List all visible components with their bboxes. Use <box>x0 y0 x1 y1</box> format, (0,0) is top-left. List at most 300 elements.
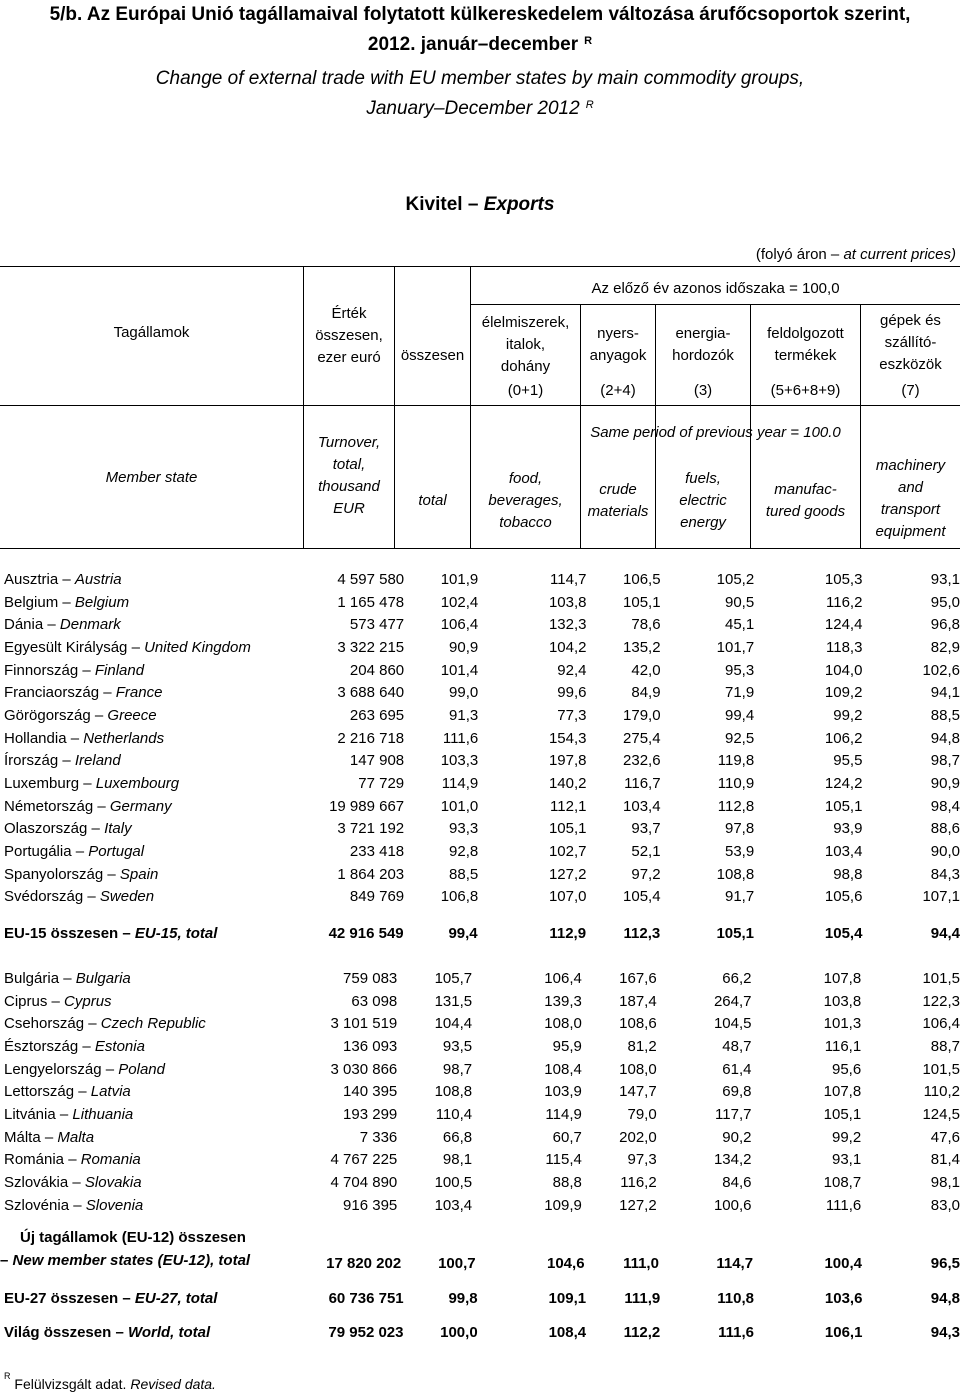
table-row <box>0 967 960 990</box>
country-name-hu: Spanyolország <box>4 865 104 883</box>
cell-value: 111,0 <box>623 1254 659 1272</box>
cell-value: 275,4 <box>623 729 661 747</box>
header-value-en-l3: thousand <box>318 478 380 495</box>
cell-value: 17 820 202 <box>326 1254 402 1272</box>
country-name-hu: Franciaország <box>4 684 100 702</box>
table-row <box>0 1058 960 1081</box>
name-separator: – <box>64 1151 81 1169</box>
cell-value: 100,4 <box>824 1254 862 1272</box>
cell-value: 104,2 <box>548 638 587 656</box>
table-row <box>0 818 960 841</box>
cell-value: 94,3 <box>930 1323 960 1341</box>
country-name-en: Portugal <box>88 843 145 861</box>
header-machinery-hu-l3: eszközök <box>879 356 942 373</box>
header-top-rule <box>0 266 960 267</box>
name-separator: – <box>59 969 76 987</box>
cell-value: 124,2 <box>824 775 863 793</box>
name-separator: – <box>71 843 89 861</box>
cell-value: 92,5 <box>724 729 755 747</box>
header-machinery-hu <box>861 310 960 376</box>
row-label <box>0 1321 328 1344</box>
row-label <box>0 922 329 945</box>
row-label <box>0 772 329 795</box>
name-separator: – <box>40 1128 58 1146</box>
name-separator: – <box>99 684 116 702</box>
cell-value: 103,3 <box>440 752 479 770</box>
cell-value: 42 916 549 <box>328 924 404 942</box>
cell-value: 105,1 <box>716 924 755 942</box>
footnote-hu: Felülvizsgált adat. <box>14 1376 127 1392</box>
header-food-en-l1: food, <box>508 470 543 487</box>
header-mid-rule <box>0 405 960 406</box>
cell-value: 100,0 <box>440 1323 478 1341</box>
row-label <box>0 863 329 886</box>
name-separator: – <box>43 616 60 634</box>
country-name-hu: Egyesült Királyság <box>4 638 128 656</box>
header-food-en-l3: tobacco <box>499 514 552 531</box>
cell-value: 63 098 <box>351 992 398 1010</box>
cell-value: 4 767 225 <box>330 1151 398 1169</box>
country-name-en: Poland <box>118 1060 165 1078</box>
country-name-en: Estonia <box>94 1037 145 1055</box>
table-row <box>0 772 960 795</box>
header-value-hu-l2: összesen, <box>315 327 383 344</box>
cell-value: 88,8 <box>552 1174 582 1192</box>
cell-value: 91,7 <box>724 888 755 906</box>
cell-value: 98,7 <box>442 1060 473 1078</box>
cell-value: 124,5 <box>922 1105 960 1123</box>
header-machinery-en <box>861 455 960 543</box>
cell-value: 112,2 <box>623 1323 661 1341</box>
cell-value: 45,1 <box>724 616 755 634</box>
country-name-en: Austria <box>74 570 122 588</box>
table-row <box>0 1035 960 1058</box>
cell-value: 124,4 <box>824 616 863 634</box>
cell-value: 108,7 <box>823 1174 862 1192</box>
cell-value: 60 736 751 <box>328 1289 404 1307</box>
country-name-hu: EU-27 összesen <box>4 1289 119 1307</box>
table-row <box>0 659 960 682</box>
row-label <box>0 591 329 614</box>
header-crude-en <box>581 479 655 523</box>
header-value-hu-l1: Érték <box>331 305 367 322</box>
cell-value: 110,4 <box>435 1105 473 1123</box>
table-row <box>0 636 960 659</box>
table-row <box>0 990 960 1013</box>
country-name-hu: Portugália <box>4 843 72 861</box>
header-fuels-en-l1: fuels, <box>685 470 721 487</box>
cell-value: 233 418 <box>349 843 405 861</box>
header-machinery-hu-l1: gépek és <box>880 312 941 329</box>
cell-value: 1 864 203 <box>337 865 405 883</box>
header-machinery-en-l4: equipment <box>875 523 946 540</box>
country-name-hu: Görögország <box>4 706 91 724</box>
name-separator: – <box>101 1060 119 1078</box>
cell-value: 104,4 <box>434 1015 473 1033</box>
cell-value: 108,8 <box>716 865 755 883</box>
country-name-en: Luxembourg <box>95 775 180 793</box>
header-value-en-l2: total, <box>332 456 366 473</box>
cell-value: 263 695 <box>349 706 405 724</box>
table-row <box>0 613 960 636</box>
country-name-en: Slovakia <box>84 1174 142 1192</box>
country-name-en: World, total <box>127 1323 211 1341</box>
cell-value: 99,2 <box>832 1128 862 1146</box>
name-separator: – <box>69 1196 86 1214</box>
table-row <box>0 591 960 614</box>
cell-value: 82,9 <box>930 638 960 656</box>
revised-mark: R <box>584 35 593 47</box>
header-manuf-hu <box>751 323 860 367</box>
cell-value: 92,4 <box>557 661 587 679</box>
cell-value: 94,8 <box>930 1289 960 1307</box>
row-label <box>0 840 329 863</box>
cell-value: 103,4 <box>623 797 661 815</box>
cell-value: 47,6 <box>930 1128 960 1146</box>
cell-value: 98,7 <box>930 752 960 770</box>
cell-value: 111,6 <box>718 1323 754 1341</box>
country-name-en: Belgium <box>74 593 130 611</box>
cell-value: 93,5 <box>442 1037 473 1055</box>
table-row <box>0 840 960 863</box>
header-fuels-hu-l2: hordozók <box>672 347 734 364</box>
cell-value: 3 101 519 <box>330 1015 398 1033</box>
header-crude-hu-l2: anyagok <box>589 347 647 364</box>
cell-value: 79,0 <box>627 1105 657 1123</box>
header-manuf-en-l2: tured goods <box>765 503 846 520</box>
row-label <box>0 1126 331 1149</box>
table-eu15-total <box>0 922 960 945</box>
header-machinery-en-l2: and <box>897 479 924 496</box>
cell-value: 117,7 <box>715 1105 752 1123</box>
cell-value: 88,6 <box>930 820 960 838</box>
code-manuf: (5+6+8+9) <box>770 382 841 399</box>
eu12-total-label-en-wrap: – New member states (EU-12), total <box>0 1252 251 1269</box>
country-name-hu: Szlovákia <box>4 1174 69 1192</box>
name-separator: – <box>55 1105 73 1123</box>
table-eu12-total <box>0 1252 960 1275</box>
subtitle-en: Exports <box>483 194 555 215</box>
cell-value: 105,7 <box>434 969 473 987</box>
country-name-en: Slovenia <box>85 1196 144 1214</box>
cell-value: 103,4 <box>824 843 863 861</box>
header-member-hu: Tagállamok <box>113 324 190 341</box>
row-label <box>0 1080 331 1103</box>
cell-value: 95,0 <box>930 593 960 611</box>
cell-value: 4 704 890 <box>330 1174 398 1192</box>
table-row <box>0 1287 960 1310</box>
cell-value: 167,6 <box>619 969 657 987</box>
row-label <box>0 727 329 750</box>
country-name-hu: Lettország <box>4 1083 75 1101</box>
cell-value: 60,7 <box>552 1128 582 1146</box>
cell-value: 101,3 <box>823 1015 862 1033</box>
cell-value: 69,8 <box>722 1083 752 1101</box>
cell-value: 90,5 <box>724 593 755 611</box>
country-name-en: Ireland <box>74 752 121 770</box>
name-separator: – <box>87 820 105 838</box>
cell-value: 84,6 <box>722 1174 752 1192</box>
name-separator: – <box>68 1174 85 1192</box>
table-row <box>0 1012 960 1035</box>
header-food-en <box>471 468 580 534</box>
cell-value: 4 597 580 <box>337 570 405 588</box>
cell-value: 111,6 <box>442 729 479 747</box>
cell-value: 90,2 <box>722 1128 752 1146</box>
cell-value: 100,7 <box>438 1254 476 1272</box>
country-name-hu: Ausztria <box>4 570 59 588</box>
cell-value: 105,1 <box>548 820 587 838</box>
cell-value: 101,7 <box>716 638 755 656</box>
cell-value: 105,3 <box>824 570 863 588</box>
cell-value: 104,5 <box>713 1015 752 1033</box>
country-name-en: Lithuania <box>72 1105 134 1123</box>
cell-value: 108,4 <box>544 1060 582 1078</box>
cell-value: 53,9 <box>724 843 755 861</box>
cell-value: 81,2 <box>627 1037 657 1055</box>
table-row <box>0 886 960 909</box>
row-label <box>0 1194 331 1217</box>
cell-value: 99,8 <box>448 1289 478 1307</box>
cell-value: 3 721 192 <box>337 820 405 838</box>
name-separator: – <box>127 638 145 656</box>
country-name-hu: Bulgária <box>4 969 60 987</box>
row-label <box>0 1149 331 1172</box>
footnote <box>4 1371 216 1392</box>
cell-value: 93,9 <box>833 820 863 838</box>
row-label <box>0 659 329 682</box>
country-name-hu: Hollandia <box>4 729 67 747</box>
table-row <box>0 568 960 591</box>
cell-value: 122,3 <box>922 992 960 1010</box>
cell-value: 99,6 <box>557 684 587 702</box>
name-separator: – <box>74 1083 91 1101</box>
country-name-hu: Románia <box>4 1151 65 1169</box>
cell-value: 66,2 <box>722 969 752 987</box>
name-separator: – <box>90 706 108 724</box>
country-name-en: Malta <box>57 1128 95 1146</box>
header-fuels-en-l3: energy <box>680 514 726 531</box>
header-manuf-hu-l1: feldolgozott <box>767 325 844 342</box>
cell-value: 105,1 <box>824 797 863 815</box>
cell-value: 99,2 <box>833 706 863 724</box>
cell-value: 127,2 <box>548 865 587 883</box>
header-manuf-en-l1: manufac- <box>774 481 837 498</box>
name-separator: – <box>118 1289 135 1307</box>
cell-value: 136 093 <box>343 1037 398 1055</box>
cell-value: 105,1 <box>623 593 661 611</box>
row-label <box>0 1103 331 1126</box>
cell-value: 107,1 <box>922 888 960 906</box>
cell-value: 95,6 <box>832 1060 862 1078</box>
table-row <box>0 681 960 704</box>
footnote-en: Revised data. <box>130 1376 216 1392</box>
table-row <box>0 1194 960 1217</box>
cell-value: 88,7 <box>930 1037 960 1055</box>
country-name-hu: Svédország <box>4 888 84 906</box>
cell-value: 264,7 <box>713 992 752 1010</box>
footnote-mark: R <box>4 1371 11 1381</box>
header-manuf-en <box>751 479 860 523</box>
country-name-en: Czech Republic <box>100 1015 206 1033</box>
cell-value: 179,0 <box>623 706 661 724</box>
cell-value: 96,8 <box>930 616 960 634</box>
row-label <box>0 613 329 636</box>
name-separator: – <box>78 1037 95 1055</box>
country-name-hu: Világ összesen <box>4 1323 112 1341</box>
header-food-hu-l2: italok, <box>505 336 546 353</box>
cell-value: 109,9 <box>544 1196 582 1214</box>
country-name-hu: Szlovénia <box>4 1196 70 1214</box>
name-separator: – <box>111 1323 128 1341</box>
cell-value: 140 395 <box>343 1083 398 1101</box>
cell-value: 98,4 <box>930 797 960 815</box>
cell-value: 106,5 <box>623 570 661 588</box>
cell-value: 110,8 <box>717 1289 754 1307</box>
cell-value: 759 083 <box>343 969 398 987</box>
header-value-en-l4: EUR <box>333 500 365 517</box>
cell-value: 79 952 023 <box>328 1323 404 1341</box>
cell-value: 95,3 <box>724 661 755 679</box>
cell-value: 127,2 <box>619 1196 657 1214</box>
table-row <box>0 1103 960 1126</box>
cell-value: 112,8 <box>717 797 755 815</box>
cell-value: 78,6 <box>631 616 661 634</box>
cell-value: 202,0 <box>619 1128 657 1146</box>
country-name-hu: Csehország <box>4 1015 85 1033</box>
cell-value: 108,8 <box>434 1083 473 1101</box>
eu12-total-label-hu: Új tagállamok (EU-12) összesen <box>20 1229 246 1246</box>
cell-value: 147 908 <box>349 752 405 770</box>
price-note-hu: (folyó áron <box>755 246 827 263</box>
header-index-span-hu: Az előző év azonos időszaka = 100,0 <box>591 280 840 297</box>
index-span-rule <box>470 304 960 305</box>
cell-value: 105,1 <box>823 1105 862 1123</box>
row-label <box>0 1035 331 1058</box>
table-eu15 <box>0 568 960 908</box>
cell-value: 99,0 <box>449 684 479 702</box>
row-label <box>0 750 329 773</box>
country-name-hu: EU-15 összesen <box>4 924 119 942</box>
table-row <box>0 1149 960 1172</box>
country-name-en: Bulgaria <box>75 969 131 987</box>
header-crude-en-l1: crude <box>599 481 637 498</box>
cell-value: 140,2 <box>548 775 587 793</box>
row-label <box>0 1058 331 1081</box>
country-name-en: Denmark <box>59 616 121 634</box>
cell-value: 103,8 <box>548 593 587 611</box>
cell-value: 103,4 <box>434 1196 473 1214</box>
header-crude-hu <box>581 323 655 367</box>
table-world-total <box>0 1321 960 1344</box>
cell-value: 3 030 866 <box>330 1060 398 1078</box>
row-label <box>0 704 329 727</box>
cell-value: 106,8 <box>440 888 479 906</box>
cell-value: 94,4 <box>930 924 960 942</box>
cell-value: 97,2 <box>631 865 661 883</box>
table-eu27-total <box>0 1287 960 1310</box>
table-row <box>0 1126 960 1149</box>
cell-value: 98,1 <box>442 1151 473 1169</box>
cell-value: 131,5 <box>434 992 473 1010</box>
header-fuels-hu <box>656 323 750 367</box>
cell-value: 109,2 <box>824 684 863 702</box>
cell-value: 111,6 <box>825 1196 862 1214</box>
cell-value: 187,4 <box>619 992 657 1010</box>
name-separator: – <box>78 661 95 679</box>
cell-value: 115,4 <box>545 1151 582 1169</box>
cell-value: 118,3 <box>826 638 863 656</box>
country-name-en: EU-27, total <box>134 1289 218 1307</box>
table-row <box>0 795 960 818</box>
code-food: (0+1) <box>507 382 544 399</box>
cell-value: 147,7 <box>619 1083 657 1101</box>
cell-value: 103,6 <box>824 1289 863 1307</box>
header-bottom-rule <box>0 548 960 549</box>
subtitle-hu: Kivitel <box>405 194 463 215</box>
cell-value: 93,7 <box>631 820 661 838</box>
table-row <box>0 750 960 773</box>
subtitle: Kivitel – Exports <box>405 194 555 215</box>
cell-value: 107,8 <box>823 1083 862 1101</box>
cell-value: 114,9 <box>441 775 479 793</box>
price-note-en: at current prices) <box>843 246 956 263</box>
cell-value: 84,9 <box>631 684 661 702</box>
cell-value: 114,9 <box>545 1105 582 1123</box>
header-index-span-en: Same period of previous year = 100.0 <box>590 424 841 441</box>
name-separator: – <box>83 888 100 906</box>
cell-value: 107,0 <box>548 888 587 906</box>
cell-value: 99,4 <box>724 706 755 724</box>
cell-value: 104,0 <box>824 661 863 679</box>
cell-value: 42,0 <box>631 661 661 679</box>
cell-value: 116,2 <box>620 1174 657 1192</box>
cell-value: 102,7 <box>548 843 587 861</box>
cell-value: 83,0 <box>930 1196 960 1214</box>
country-name-en: Finland <box>94 661 145 679</box>
row-label <box>0 681 329 704</box>
name-separator: – <box>66 729 84 747</box>
cell-value: 100,6 <box>713 1196 752 1214</box>
cell-value: 232,6 <box>623 752 661 770</box>
cell-value: 101,9 <box>440 570 479 588</box>
header-total-hu: összesen <box>400 347 465 364</box>
cell-value: 197,8 <box>548 752 587 770</box>
country-name-en: Romania <box>80 1151 141 1169</box>
row-label <box>0 636 329 659</box>
row-label <box>0 818 329 841</box>
name-separator: – <box>47 992 65 1010</box>
table-row <box>0 863 960 886</box>
row-label <box>0 990 331 1013</box>
price-note: (folyó áron – at current prices) <box>755 246 956 263</box>
country-name-en: Latvia <box>90 1083 131 1101</box>
name-separator: – <box>79 775 96 793</box>
header-fuels-en-l2: electric <box>679 492 727 509</box>
cell-value: 93,3 <box>449 820 479 838</box>
revised-mark-en: R <box>585 99 594 111</box>
country-name-hu: Finnország <box>4 661 79 679</box>
header-total-en: total <box>418 492 447 509</box>
code-fuels: (3) <box>693 382 713 399</box>
cell-value: 139,3 <box>544 992 582 1010</box>
cell-value: 132,3 <box>548 616 587 634</box>
cell-value: 119,8 <box>717 752 755 770</box>
table-row <box>0 1171 960 1194</box>
cell-value: 98,1 <box>930 1174 960 1192</box>
cell-value: 109,1 <box>548 1289 587 1307</box>
country-name-hu: Málta <box>4 1128 41 1146</box>
